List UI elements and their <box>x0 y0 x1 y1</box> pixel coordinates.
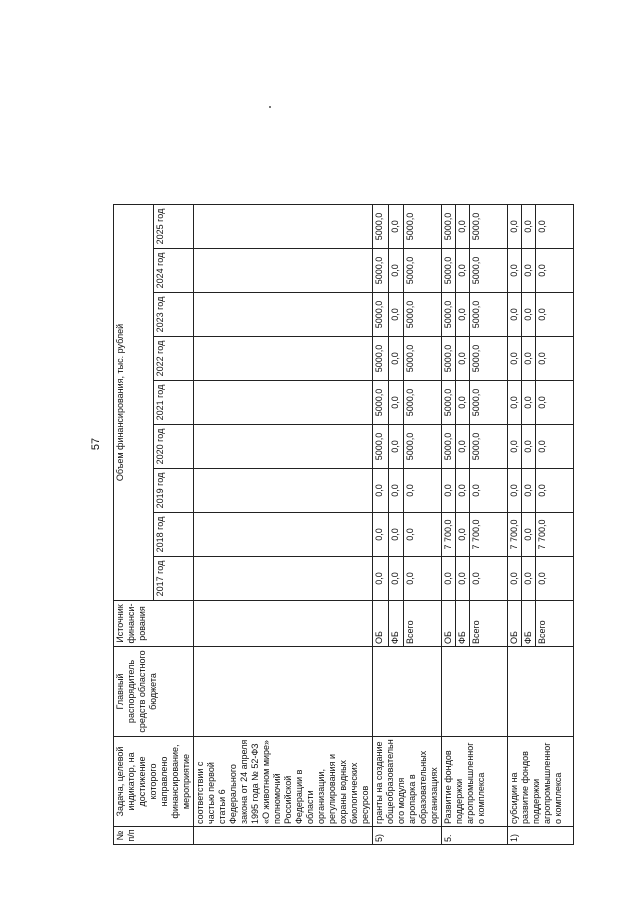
row-value: 0,0 <box>522 469 536 513</box>
row-value: 0,0 <box>456 337 470 381</box>
row-value: 5000,0 <box>442 425 456 469</box>
row-value: 0,0 <box>536 557 574 601</box>
row-value: 0,0 <box>456 381 470 425</box>
row-value: 0,0 <box>456 293 470 337</box>
header-source: Источник финанси-рования <box>114 601 194 647</box>
row-source: Всего <box>470 601 508 647</box>
row-value: 5000,0 <box>404 381 442 425</box>
row-value: 0,0 <box>470 557 508 601</box>
row-value: 0,0 <box>456 557 470 601</box>
row-value: 0,0 <box>508 337 522 381</box>
rotated-table-container <box>113 205 581 845</box>
row-value: 0,0 <box>508 249 522 293</box>
row-value: 0,0 <box>404 513 442 557</box>
financing-table <box>113 204 574 845</box>
row-value: 5000,0 <box>442 293 456 337</box>
row-value: 0,0 <box>536 205 574 249</box>
row-value: 0,0 <box>508 425 522 469</box>
row-value: 5000,0 <box>373 381 389 425</box>
row-value: 0,0 <box>388 425 404 469</box>
row-value: 5000,0 <box>373 205 389 249</box>
row-value: 7 700,0 <box>470 513 508 557</box>
row-source: ОБ <box>373 601 389 647</box>
row-value: 0,0 <box>456 513 470 557</box>
row-value: 0,0 <box>508 381 522 425</box>
row-value: 0,0 <box>508 557 522 601</box>
row-value: 5000,0 <box>373 293 389 337</box>
row-value: 0,0 <box>388 205 404 249</box>
scan-dot <box>269 106 271 108</box>
row-value: 0,0 <box>536 381 574 425</box>
row-value: 0,0 <box>522 513 536 557</box>
row-number: 1) <box>508 827 574 845</box>
row-source: ФБ <box>456 601 470 647</box>
row-value: 0,0 <box>522 557 536 601</box>
row-task: гранты на создание общеобразовательн ого модуля агропарка в образовательных организациях <box>373 737 442 827</box>
row-value: 5000,0 <box>404 249 442 293</box>
row-manager <box>442 647 508 737</box>
header-year: 2023 год <box>154 293 194 337</box>
row-value: 0,0 <box>388 249 404 293</box>
row-value: 0,0 <box>404 557 442 601</box>
table-row <box>442 205 456 845</box>
table-row <box>373 205 389 845</box>
header-year: 2025 год <box>154 205 194 249</box>
row-value: 0,0 <box>536 337 574 381</box>
row-value: 0,0 <box>536 249 574 293</box>
header-year: 2024 год <box>154 249 194 293</box>
row-source: ОБ <box>442 601 456 647</box>
row-value: 0,0 <box>388 469 404 513</box>
row-value: 5000,0 <box>404 205 442 249</box>
row-value: 0,0 <box>456 425 470 469</box>
cont-task-text: соответствии с частью первой статьи 6 Федерального закона от 24 апреля 1995 года № 52-ФЗ «О животном мире» полномочий Российской Федерации в области организации, регулирования и охраны водных биологических ресурсов <box>194 737 373 827</box>
row-value: 0,0 <box>522 205 536 249</box>
row-value: 0,0 <box>522 293 536 337</box>
header-row-1 <box>114 205 154 845</box>
cont-source <box>194 601 373 647</box>
row-value: 7 700,0 <box>536 513 574 557</box>
header-volume: Объем финансирования, тыс. рублей <box>114 205 154 601</box>
row-value: 5000,0 <box>442 337 456 381</box>
row-value: 7 700,0 <box>508 513 522 557</box>
row-value: 0,0 <box>373 557 389 601</box>
row-value: 5000,0 <box>373 337 389 381</box>
row-value: 0,0 <box>388 557 404 601</box>
header-no: № п/п <box>114 827 194 845</box>
row-value: 0,0 <box>442 469 456 513</box>
row-value: 0,0 <box>456 249 470 293</box>
row-value: 0,0 <box>536 425 574 469</box>
row-value: 7 700,0 <box>442 513 456 557</box>
header-year: 2020 год <box>154 425 194 469</box>
row-value: 0,0 <box>442 557 456 601</box>
row-manager <box>373 647 442 737</box>
row-task: субсидии на развитие фондов поддержки агропромышленного комплекса <box>508 737 574 827</box>
row-number: 5. <box>442 827 508 845</box>
row-value: 5000,0 <box>404 425 442 469</box>
page-number: 57 <box>90 437 103 451</box>
row-value: 0,0 <box>536 469 574 513</box>
header-manager: Главный распорядитель средств областного бюджета <box>114 647 194 737</box>
row-value: 0,0 <box>404 469 442 513</box>
row-value: 0,0 <box>456 205 470 249</box>
row-value: 0,0 <box>373 513 389 557</box>
row-value: 0,0 <box>522 337 536 381</box>
row-value: 5000,0 <box>470 293 508 337</box>
row-value: 5000,0 <box>470 337 508 381</box>
row-source: Всего <box>404 601 442 647</box>
row-value: 0,0 <box>456 469 470 513</box>
row-value: 0,0 <box>508 205 522 249</box>
row-value: 0,0 <box>522 249 536 293</box>
row-source: Всего <box>536 601 574 647</box>
row-value: 5000,0 <box>404 337 442 381</box>
row-value: 5000,0 <box>442 381 456 425</box>
row-value: 0,0 <box>522 381 536 425</box>
cont-no <box>194 827 373 845</box>
row-value: 0,0 <box>508 469 522 513</box>
row-value: 5000,0 <box>373 249 389 293</box>
header-year: 2018 год <box>154 513 194 557</box>
row-value: 5000,0 <box>470 249 508 293</box>
groups-body <box>373 205 574 845</box>
row-value: 5000,0 <box>442 205 456 249</box>
row-value: 0,0 <box>536 293 574 337</box>
continuation-row <box>194 205 373 845</box>
header-year: 2017 год <box>154 557 194 601</box>
row-task: Развитие фондов поддержки агропромышленного комплекса <box>442 737 508 827</box>
row-value: 0,0 <box>522 425 536 469</box>
row-value: 0,0 <box>388 293 404 337</box>
row-value: 5000,0 <box>442 249 456 293</box>
row-value: 0,0 <box>508 293 522 337</box>
row-manager <box>508 647 574 737</box>
row-value: 0,0 <box>470 469 508 513</box>
row-value: 0,0 <box>373 469 389 513</box>
row-value: 5000,0 <box>470 205 508 249</box>
row-value: 0,0 <box>388 513 404 557</box>
row-value: 5000,0 <box>373 425 389 469</box>
row-source: ОБ <box>508 601 522 647</box>
row-number: 5) <box>373 827 442 845</box>
header-year: 2019 год <box>154 469 194 513</box>
row-value: 0,0 <box>388 337 404 381</box>
row-value: 5000,0 <box>470 425 508 469</box>
header-year: 2021 год <box>154 381 194 425</box>
row-value: 0,0 <box>388 381 404 425</box>
cont-manager <box>194 647 373 737</box>
header-year: 2022 год <box>154 337 194 381</box>
row-value: 5000,0 <box>404 293 442 337</box>
table-row <box>508 205 522 845</box>
row-source: ФБ <box>388 601 404 647</box>
header-task: Задача, целевой индикатор, на достижение которого направлено финансирование, мероприятие <box>114 737 194 827</box>
row-source: ФБ <box>522 601 536 647</box>
row-value: 5000,0 <box>470 381 508 425</box>
